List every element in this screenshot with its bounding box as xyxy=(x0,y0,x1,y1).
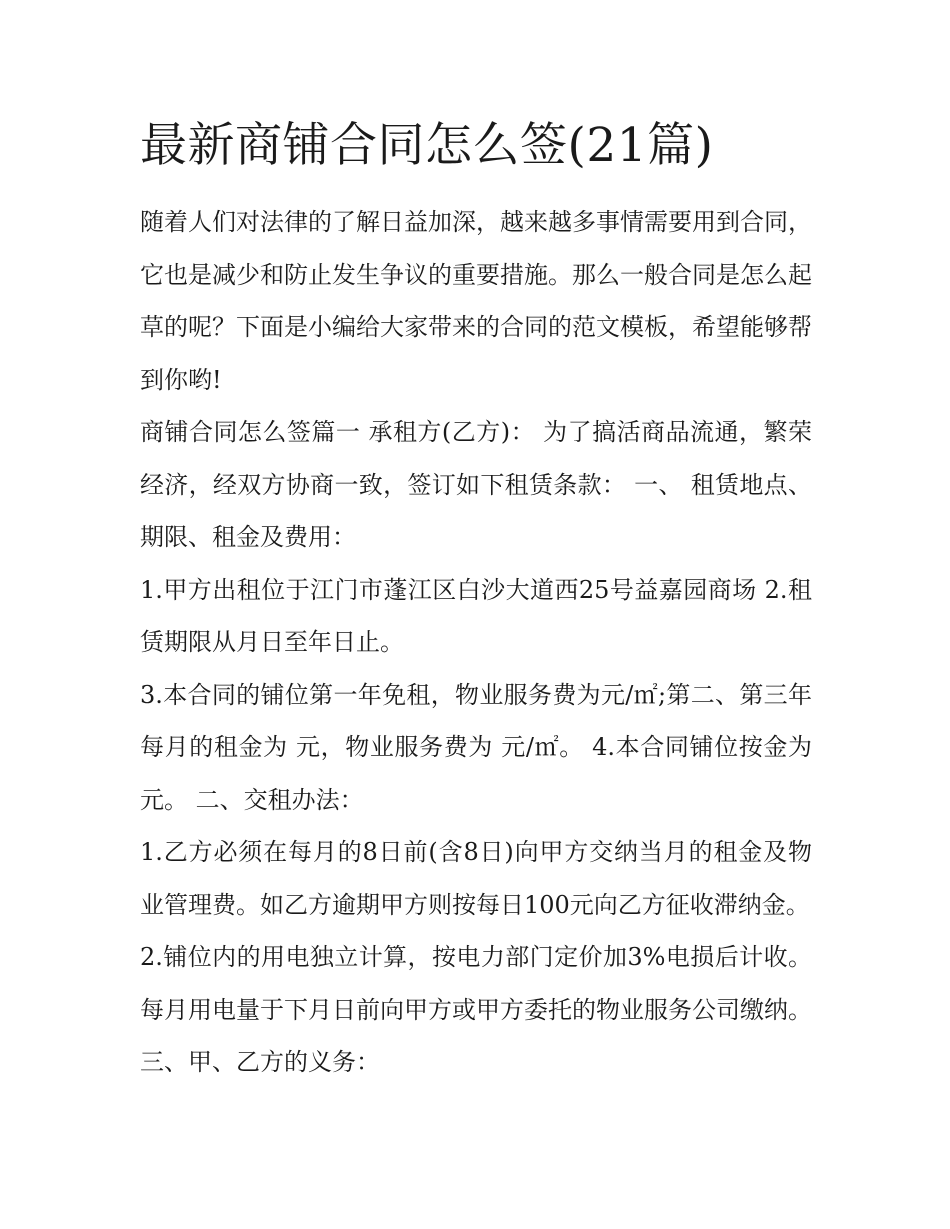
paragraph-intro: 随着人们对法律的了解日益加深，越来越多事情需要用到合同，它也是减少和防止发生争议的重要措施。那么一般合同是怎么起草的呢？下面是小编给大家带来的合同的范文模板，希望能够帮到你哟! xyxy=(140,208,812,394)
paragraph-payment-2: 2.铺位内的用电独立计算，按电力部门定价加3%电损后计收。每月用电量于下月日前向甲方或甲方委托的物业服务公司缴纳。 三、甲、乙方的义务： xyxy=(140,943,812,1076)
paragraph-clause-3: 3.本合同的铺位第一年免租，物业服务费为元/㎡;第二、第三年每月的租金为 元，物业服务费为 元/㎡。 4.本合同铺位按金为元。 二、交租办法： xyxy=(140,680,812,814)
document-page xyxy=(140,110,812,1089)
document-title: 最新商铺合同怎么签(21篇) xyxy=(140,118,714,173)
paragraph-clause-1: 1.甲方出租位于江门市蓬江区白沙大道西25号益嘉园商场 2.租赁期限从月日至年日止。 xyxy=(140,575,812,656)
paragraph-payment-1: 1.乙方必须在每月的8日前(含8日)向甲方交纳当月的租金及物业管理费。如乙方逾期甲方则按每日100元向乙方征收滞纳金。 xyxy=(140,838,812,919)
paragraph-lessee-preamble: 商铺合同怎么签篇一 承租方(乙方)： 为了搞活商品流通，繁荣经济，经双方协商一致，签订如下租赁条款： 一、 租赁地点、期限、租金及费用： xyxy=(140,418,812,551)
